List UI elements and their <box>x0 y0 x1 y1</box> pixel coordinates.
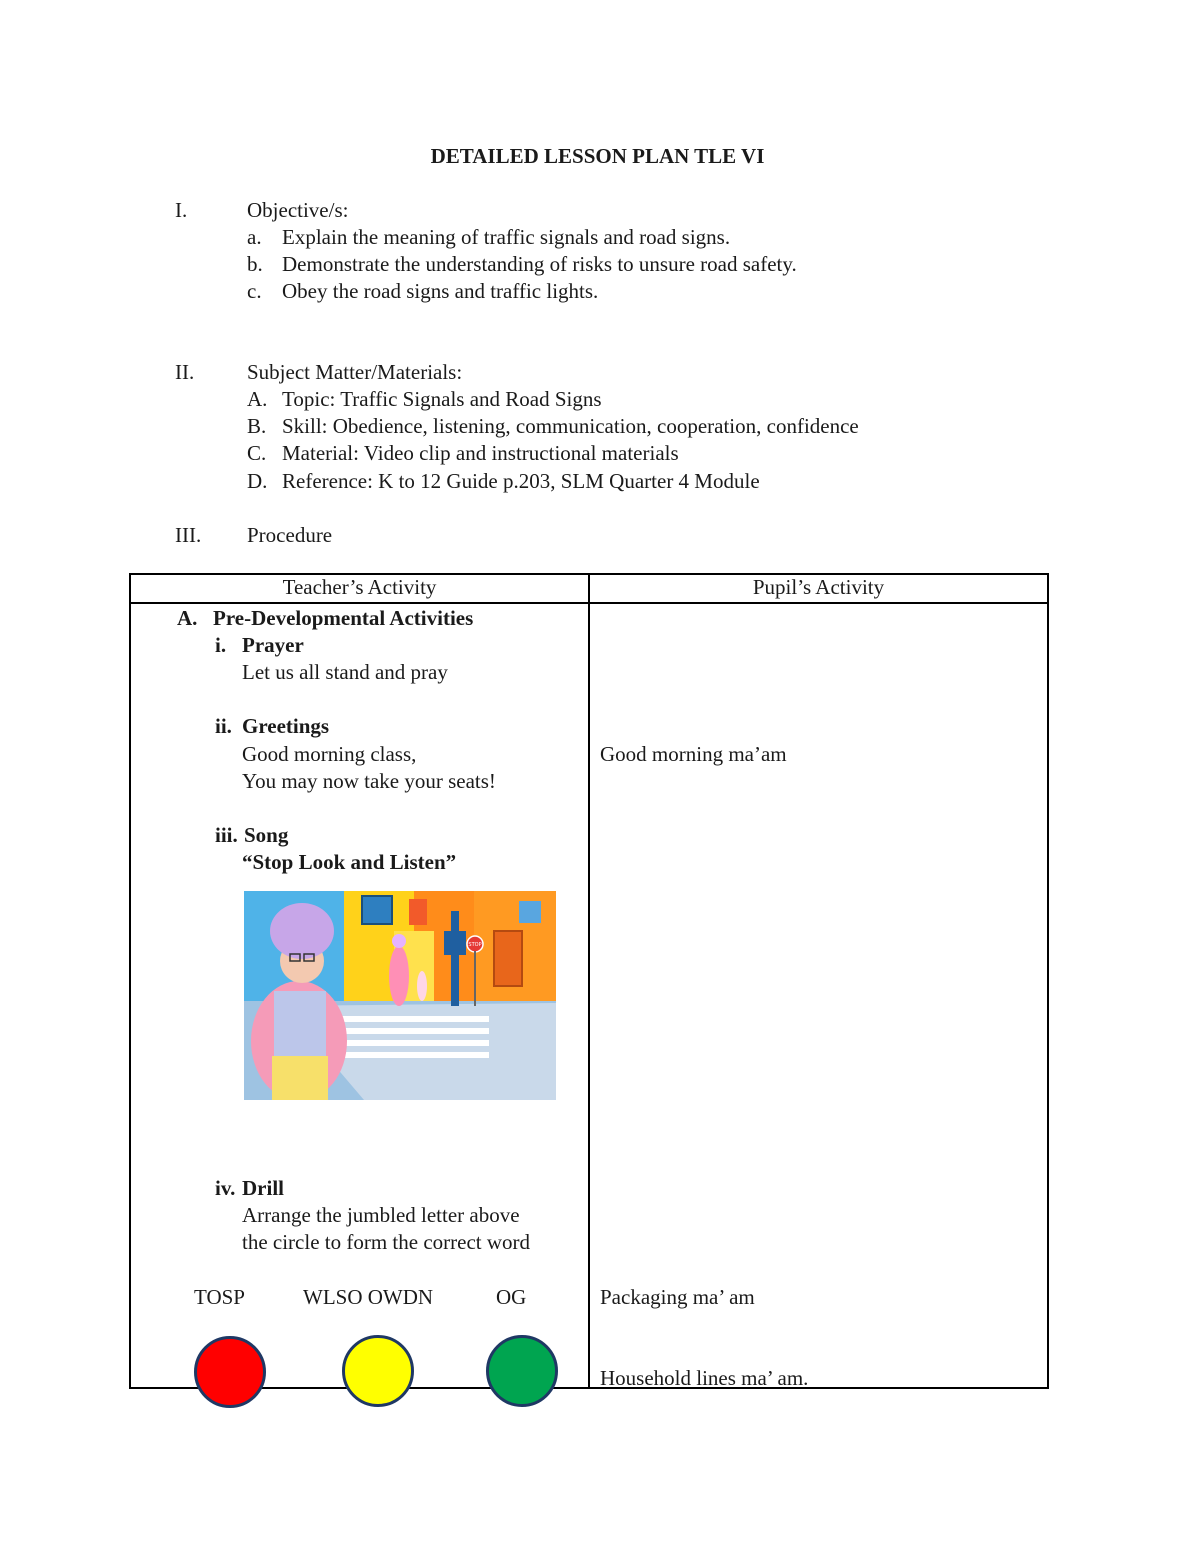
list-item: Topic: Traffic Signals and Road Signs <box>282 387 602 411</box>
song-marker: iii. <box>215 823 238 847</box>
table-header-row <box>130 574 1048 603</box>
drill-line: the circle to form the correct word <box>242 1230 531 1254</box>
teacher-activity-cell <box>130 603 589 1388</box>
list-item: Reference: K to 12 Guide p.203, SLM Quarter 4 Module <box>282 469 760 493</box>
page-title: DETAILED LESSON PLAN TLE VI <box>430 144 765 168</box>
section-heading: Objective/s: <box>247 198 349 222</box>
part-marker: A. <box>177 606 198 630</box>
yellow-light-circle <box>342 1335 414 1407</box>
list-marker: b. <box>247 252 263 276</box>
teacher-activity-header: Teacher’s Activity <box>130 574 589 603</box>
part-title: Pre-Developmental Activities <box>213 606 474 630</box>
drill-title: Drill <box>242 1176 284 1200</box>
greetings-line: Good morning class, <box>242 742 417 766</box>
list-marker: a. <box>247 225 262 249</box>
prayer-line: Let us all stand and pray <box>242 660 448 684</box>
pupil-greeting-reply: Good morning ma’am <box>600 742 787 766</box>
section-number: III. <box>175 523 202 547</box>
green-light-circle <box>486 1335 558 1407</box>
pupil-answer: Household lines ma’ am. <box>600 1366 809 1390</box>
drill-line: Arrange the jumbled letter above <box>242 1203 520 1227</box>
list-marker: A. <box>247 387 268 411</box>
list-item: Demonstrate the understanding of risks to unsure road safety. <box>282 252 797 276</box>
jumbled-word: OG <box>496 1285 527 1309</box>
list-item: Explain the meaning of traffic signals and road signs. <box>282 225 731 249</box>
section-heading: Subject Matter/Materials: <box>247 360 463 384</box>
list-marker: B. <box>247 414 267 438</box>
list-item: Material: Video clip and instructional materials <box>282 441 679 465</box>
greetings-marker: ii. <box>215 714 232 738</box>
stop-sign-text: STOP <box>468 942 482 948</box>
table-row <box>130 603 1048 1388</box>
jumbled-word: TOSP <box>194 1285 245 1309</box>
pupil-activity-cell <box>589 603 1048 1388</box>
list-item: Obey the road signs and traffic lights. <box>282 279 599 303</box>
pupil-activity-header: Pupil’s Activity <box>589 574 1048 603</box>
section-number: I. <box>175 198 188 222</box>
section-heading: Procedure <box>247 523 333 547</box>
jumbled-word: WLSO OWDN <box>303 1285 434 1309</box>
prayer-marker: i. <box>215 633 227 657</box>
list-marker: D. <box>247 469 268 493</box>
list-marker: c. <box>247 279 262 303</box>
procedure-table <box>129 573 1049 1389</box>
drill-marker: iv. <box>215 1176 236 1200</box>
greetings-line: You may now take your seats! <box>242 769 496 793</box>
section-number: II. <box>175 360 195 384</box>
greetings-title: Greetings <box>242 714 330 738</box>
song-title: Song <box>244 823 289 847</box>
list-item: Skill: Obedience, listening, communication, cooperation, confidence <box>282 414 859 438</box>
prayer-title: Prayer <box>242 633 304 657</box>
street-scene-illustration <box>244 891 556 1100</box>
red-light-circle <box>194 1336 266 1408</box>
pupil-answer: Packaging ma’ am <box>600 1285 755 1309</box>
song-video-image <box>244 891 556 1100</box>
song-name: “Stop Look and Listen” <box>242 850 457 874</box>
list-marker: C. <box>247 441 267 465</box>
